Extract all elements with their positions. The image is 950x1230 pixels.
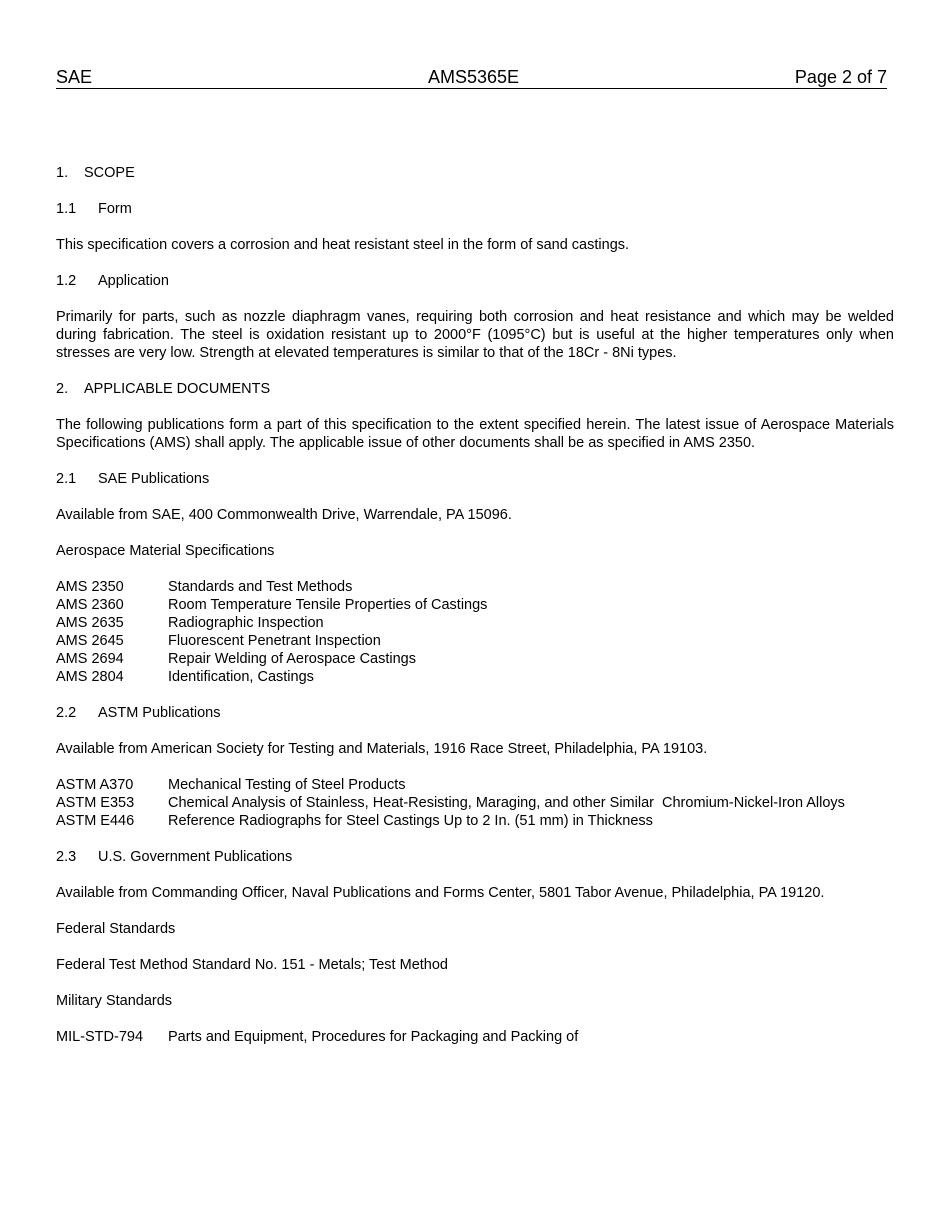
subsection-number: 1.1 [56,201,77,217]
reference-row [56,668,894,686]
section-2-2-heading [56,704,894,722]
reference-code: AMS 2350 [56,579,124,595]
reference-title: Reference Radiographs for Steel Castings Up to 2 In. (51 mm) in Thickness [168,813,653,829]
reference-title: Mechanical Testing of Steel Products [168,777,406,793]
subsection-title: Form [98,201,132,217]
section-2-heading [56,380,894,398]
reference-title: Identification, Castings [168,669,314,685]
subsection-number: 2.2 [56,705,77,721]
ams-reference-list [56,578,894,686]
sae-availability: Available from SAE, 400 Commonwealth Drive, Warrendale, PA 15096. [56,507,512,523]
section-number: 2. [56,381,69,397]
page-header [56,66,887,89]
reference-code: MIL-STD-794 [56,1029,144,1045]
reference-code: ASTM E353 [56,795,135,811]
reference-code: AMS 2360 [56,597,124,613]
ams-group-title: Aerospace Material Specifications [56,543,275,559]
military-standards-title: Military Standards [56,993,173,1009]
applicable-documents-intro: The following publications form a part of this specification to the extent specified herein. The latest issue of Aerospace Materials Specifications (AMS) shall apply. The applicable issue of other documents shall be as specified in AMS 2350. [56,417,894,451]
reference-row [56,1028,894,1046]
federal-standard-item: Federal Test Method Standard No. 151 - Metals; Test Method [56,957,448,973]
reference-row [56,596,894,614]
reference-title: Standards and Test Methods [168,579,353,595]
reference-code: AMS 2635 [56,615,124,631]
subsection-number: 2.3 [56,849,77,865]
section-1-1-heading [56,200,894,218]
reference-code: ASTM A370 [56,777,134,793]
reference-row [56,794,894,812]
subsection-number: 2.1 [56,471,77,487]
section-number: 1. [56,165,69,181]
reference-title: Radiographic Inspection [168,615,324,631]
subsection-title: Application [98,273,169,289]
reference-row [56,614,894,632]
federal-standards-title: Federal Standards [56,921,176,937]
subsection-title: U.S. Government Publications [98,849,293,865]
reference-code: AMS 2804 [56,669,124,685]
reference-row [56,650,894,668]
reference-title: Repair Welding of Aerospace Castings [168,651,416,667]
astm-reference-list [56,776,894,830]
section-title: SCOPE [84,165,135,181]
subsection-number: 1.2 [56,273,77,289]
reference-title: Chemical Analysis of Stainless, Heat-Resisting, Maraging, and other Similar Chromium-Nickel-Iron Alloys [168,795,845,811]
subsection-title: ASTM Publications [98,705,221,721]
application-paragraph: Primarily for parts, such as nozzle diaphragm vanes, requiring both corrosion and heat resistance and which may be welded during fabrication. The steel is oxidation resistant up to 2000°F (1095°C) but is useful at the higher temperatures only when stresses are very low. Strength at elevated temperatures is similar to that of the 18Cr - 8Ni types. [56,309,894,361]
gov-availability: Available from Commanding Officer, Naval Publications and Forms Center, 5801 Tabor Avenue, Philadelphia, PA 19120. [56,885,825,901]
section-title: APPLICABLE DOCUMENTS [84,381,271,397]
reference-row [56,812,894,830]
reference-code: AMS 2645 [56,633,124,649]
reference-code: ASTM E446 [56,813,135,829]
header-org: SAE [56,67,93,87]
header-doc-id: AMS5365E [428,67,520,87]
subsection-title: SAE Publications [98,471,210,487]
reference-title: Parts and Equipment, Procedures for Packaging and Packing of [168,1029,579,1045]
reference-row [56,632,894,650]
section-1-2-heading [56,272,894,290]
section-2-3-heading [56,848,894,866]
document-body [56,164,894,1046]
astm-availability: Available from American Society for Testing and Materials, 1916 Race Street, Philadelphia, PA 19103. [56,741,708,757]
section-2-1-heading [56,470,894,488]
reference-code: AMS 2694 [56,651,124,667]
form-paragraph: This specification covers a corrosion and heat resistant steel in the form of sand castings. [56,237,630,253]
header-page-number: Page 2 of 7 [794,67,887,87]
reference-row [56,776,894,794]
reference-title: Fluorescent Penetrant Inspection [168,633,381,649]
reference-row [56,578,894,596]
section-1-heading [56,164,894,182]
reference-title: Room Temperature Tensile Properties of Castings [168,597,488,613]
